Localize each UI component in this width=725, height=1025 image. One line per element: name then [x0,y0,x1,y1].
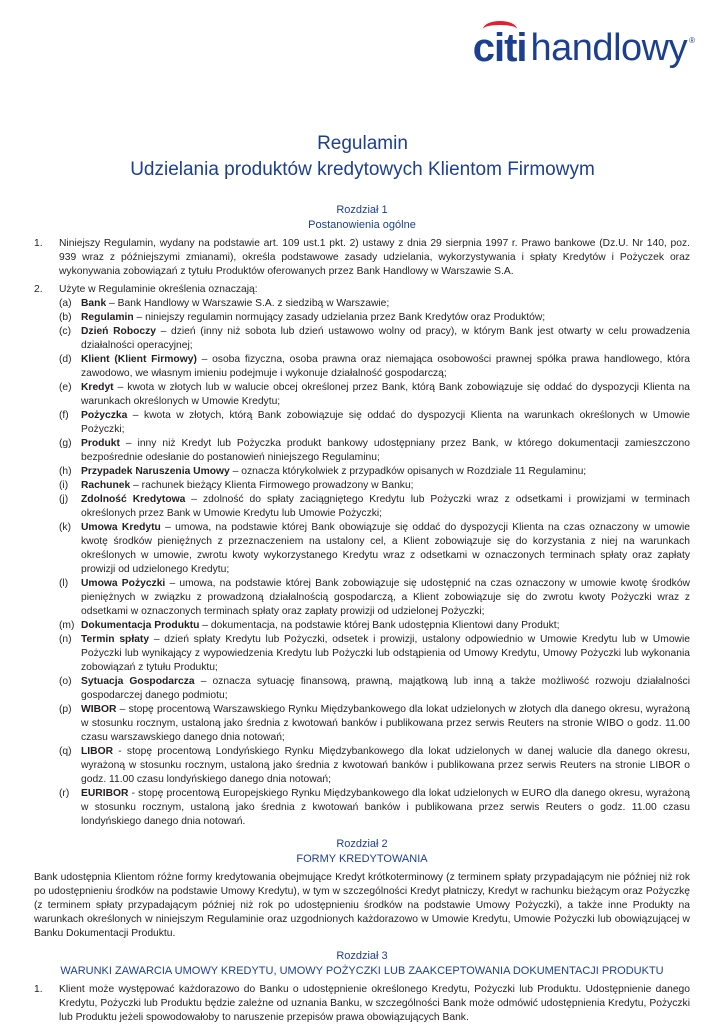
definition-term: Dzień Roboczy [81,326,157,337]
definition-item [59,409,690,437]
logo-arc-icon [483,21,517,37]
definition-text [81,745,690,787]
definitions-intro: Użyte w Regulaminie określenia oznaczają: [59,284,258,295]
definition-term: Zdolność Kredytowa [81,494,186,505]
definition-description: – Bank Handlowy w Warszawie S.A. z siedzibą w Warszawie; [106,298,390,309]
definition-text [81,577,690,619]
definition-text [81,297,690,311]
document-body [34,203,690,1025]
definition-term: Kredyt [81,382,114,393]
definition-description: – zdolność do spłaty zaciągniętego Kredytu lub Pożyczki wraz z odsetkami i prowizjami w terminach określonych przez Bank w Umowie Kredytu lub Umowie Pożyczki; [81,494,691,519]
definition-term: Bank [81,298,107,309]
citi-handlowy-logo [473,28,695,68]
definition-text [81,381,690,409]
chapter-1-paragraph-2 [34,283,690,829]
definition-item [59,745,690,787]
definition-text [81,409,690,437]
definition-description: – kwota w złotych lub w walucie obcej określonej przez Bank, którą Bank zobowiązuje się oddać do dyspozycji Klienta na warunkach określonych w Umowie Kredytu; [81,382,690,407]
document-title [0,132,725,182]
definition-term: Umowa Kredytu [81,522,161,533]
chapter-3-paragraph-1 [34,983,690,1025]
paragraph-number: 2. [34,284,43,295]
definition-item [59,787,690,829]
definition-item [59,353,690,381]
definition-letter: (r) [59,788,70,799]
definition-text [81,619,690,633]
chapter-1-heading [34,203,690,233]
definition-text [81,311,690,325]
chapter-2-heading [34,837,690,867]
chapter-3-number: Rozdział 3 [336,950,388,962]
definition-term: Sytuacja Gospodarcza [81,676,195,687]
logo-registered-mark: ® [689,36,695,45]
definition-description: – umowa, na podstawie której Bank obowiązuje się oddać do dyspozycji Klienta na czas oznaczony w umowie kwotę środków pieniężnych z przeznaczeniem na ustalony cel, a Klient zobowiązuje się do korzystania z niej na warunkach określonych w umowie, zwrotu kwoty wykorzystanego Kredytu wraz z odsetkami w oznaczonych terminach spłaty oraz zapłaty prowizji od udzielonego Kredytu; [81,522,691,575]
chapter-3-heading [34,949,690,979]
definition-term: Regulamin [81,312,134,323]
definition-term: Umowa Pożyczki [81,578,166,589]
paragraph-text: Niniejszy Regulamin, wydany na podstawie art. 109 ust.1 pkt. 2) ustawy z dnia 29 sierpnia 1997 r. Prawo bankowe (Dz.U. Nr 140, poz. 939 wraz z późniejszymi zmianami), określa podstawowe zasady udzielania, wykorzystywania i spłaty Kredytów i Pożyczek oraz wykonywania zobowiązań z tytułu Produktów oferowanych przez Bank Handlowy w Warszawie S.A. [59,238,690,277]
definition-description: - stopę procentową Europejskiego Rynku Międzybankowego dla lokat udzielonych w EURO dla danego okresu, wyrażoną w stosunku rocznym, ustaloną jako średnia z kwotowań banków i publikowana przez serwis Reuters o godz. 11.00 czasu londyńskiego danego dnia notowań. [81,788,690,827]
definition-text [81,479,690,493]
definition-description: – rachunek bieżący Klienta Firmowego prowadzony w Banku; [130,480,414,491]
definition-item [59,297,690,311]
definition-description: – oznacza którykolwiek z przypadków opisanych w Rozdziale 11 Regulaminu; [229,466,587,477]
definition-letter: (p) [59,704,72,715]
definition-letter: (q) [59,746,72,757]
definition-letter: (e) [59,382,72,393]
definition-text [81,703,690,745]
definition-description: – osoba fizyczna, osoba prawna oraz niemająca osobowości prawnej spółka prawa handlowego, która zawodowo, we własnym imieniu podejmuje i wykonuje działalność gospodarczą; [81,354,691,379]
definition-term: WIBOR [81,704,117,715]
definition-term: Przypadek Naruszenia Umowy [81,466,230,477]
definition-term: Dokumentacja Produktu [81,620,200,631]
chapter-1-number: Rozdział 1 [336,204,388,216]
definition-letter: (i) [59,480,69,491]
definition-text [81,675,690,703]
definition-text [81,325,690,353]
definition-item [59,633,690,675]
paragraph-text: Klient może występować każdorazowo do Banku o udostępnienie określonego Kredytu, Pożyczki lub Produktu. Udostępnienie danego Kredytu, Pożyczki lub Produktu będzie zależne od uznania Banku, w szczególności Bank może odmówić udostępnienia Kredytu, Pożyczki lub Produktu jeżeli spowodowałoby to naruszenie przepisów prawa obowiązujących Bank. [59,984,690,1023]
definition-item [59,311,690,325]
definition-letter: (f) [59,410,69,421]
paragraph-number: 1. [34,238,43,249]
definition-letter: (j) [59,494,69,505]
definition-letter: (o) [59,676,72,687]
chapter-2-title: FORMY KREDYTOWANIA [296,853,428,865]
definition-text [81,437,690,465]
title-line-1: Regulamin [317,133,408,154]
definition-item [59,479,690,493]
definition-term: LIBOR [81,746,114,757]
definition-letter: (m) [59,620,75,631]
chapter-1-title: Postanowienia ogólne [308,219,416,231]
definition-letter: (k) [59,522,72,533]
definition-description: – umowa, na podstawie której Bank zobowiązuje się udostępnić na czas oznaczony w umowie kwotę środków pieniężnych w związku z prowadzoną działalnością gospodarczą, a Klient zobowiązuje się do zwrotu kwoty Pożyczki wraz z odsetkami w oznaczonych terminach spłaty oraz zapłaty prowizji od udzielonej Pożyczki; [81,578,690,617]
definition-term: Termin spłaty [81,634,150,645]
definition-text [81,493,690,521]
definition-term: EURIBOR [81,788,129,799]
definition-item [59,577,690,619]
definition-item [59,619,690,633]
definition-text [81,353,690,381]
definition-letter: (n) [59,634,72,645]
definition-text [81,521,690,577]
definition-item [59,437,690,465]
definition-text [81,633,690,675]
definition-letter: (a) [59,298,72,309]
definition-item [59,325,690,353]
definition-term: Rachunek [81,480,131,491]
logo-citi [473,28,527,68]
definition-item [59,465,690,479]
definition-term: Produkt [81,438,120,449]
definition-term: Pożyczka [81,410,128,421]
definition-letter: (d) [59,354,72,365]
definition-description: – niniejszy regulamin normujący zasady udzielania przez Bank Kredytów oraz Produktów; [133,312,546,323]
definition-description: – dzień spłaty Kredytu lub Pożyczki, odsetek i prowizji, ustalony odpowiednio w Umowie Kredytu lub w Umowie Pożyczki lub wynikający z wypowiedzenia Kredytu lub Pożyczki lub odstąpienia od Umowy Kredytu, Umowy Pożyczki lub wykonania zobowiązań z tytułu Produktu; [81,634,690,673]
paragraph-number: 1. [34,984,43,995]
definition-item [59,703,690,745]
definition-description: – kwota w złotych, którą Bank zobowiązuje się oddać do dyspozycji Klienta na warunkach określonych w Umowie Pożyczki; [81,410,690,435]
chapter-2-number: Rozdział 2 [336,838,388,850]
definition-description: – inny niż Kredyt lub Pożyczka produkt bankowy udostępniany przez Bank, w którego dokumentacji zamieszczono bezpośrednie odesłanie do postanowień niniejszego Regulaminu; [81,438,690,463]
chapter-2-text: Bank udostępnia Klientom różne formy kredytowania obejmujące Kredyt krótkoterminowy (z terminem spłaty przypadającym nie później niż rok po udostępnieniu środków na podstawie Umowy Kredytu), w tym w szczególności Kredyt płatniczy, Kredyt w rachunku bieżącym oraz Pożyczkę (z terminem spłaty przypadającym później niż rok po udostępnieniu środków na podstawie Umowy Pożyczki), a także inne Produkty na warunkach określonych w niniejszym Regulaminie oraz uzgodnionych każdorazowo w Umowie Kredytu, Umowie Pożyczki lub obowiązującej w Banku Dokumentacji Produktu. [34,872,690,939]
definition-letter: (h) [59,466,72,477]
definition-description: – dokumentacja, na podstawie której Bank udostępnia Klientowi dany Produkt; [199,620,560,631]
definition-text [81,787,690,829]
definition-description: - stopę procentową Londyńskiego Rynku Międzybankowego dla lokat udzielonych w danej walucie dla danego okresu, wyrażoną w stosunku rocznym, ustaloną jako średnia z kwotowań banków i publikowana przez serwis Reuters na stronie LIBOR o godz. 11.00 czasu londyńskiego danego dnia notowań; [81,746,690,785]
definition-description: – stopę procentową Warszawskiego Rynku Międzybankowego dla lokat udzielonych w złotych dla danego okresu, wyrażoną w stosunku rocznym, ustaloną jako średnia z kwotowań banków i publikowana przez serwis Reuters na stronie WIBO o godz. 11.00 czasu warszawskiego danego dnia notowań; [81,704,690,743]
logo-citi-text: citi [472,26,527,70]
definition-letter: (c) [59,326,72,337]
definition-item [59,381,690,409]
definition-description: – dzień (inny niż sobota lub dzień ustawowo wolny od pracy), w którym Bank jest otwarty w celu prowadzenia działalności operacyjnej; [81,326,690,351]
definition-item [59,493,690,521]
logo-handlowy-text: handlowy [530,27,688,69]
definitions-list [59,297,690,829]
definition-letter: (b) [59,312,72,323]
chapter-1-paragraph-1 [34,237,690,279]
definition-letter: (l) [59,578,69,589]
definition-description: – oznacza sytuację finansową, prawną, majątkową lub inną a także możliwość rozwoju działalności gospodarczej danego podmiotu; [81,676,690,701]
title-line-2: Udzielania produktów kredytowych Klientom Firmowym [130,159,595,180]
definition-item [59,675,690,703]
definition-term: Klient (Klient Firmowy) [81,354,197,365]
definition-text [81,465,690,479]
chapter-3-title: WARUNKI ZAWARCIA UMOWY KREDYTU, UMOWY POŻYCZKI LUB ZAAKCEPTOWANIA DOKUMENTACJI PRODUKTU [60,965,664,977]
definition-letter: (g) [59,438,72,449]
definition-item [59,521,690,577]
